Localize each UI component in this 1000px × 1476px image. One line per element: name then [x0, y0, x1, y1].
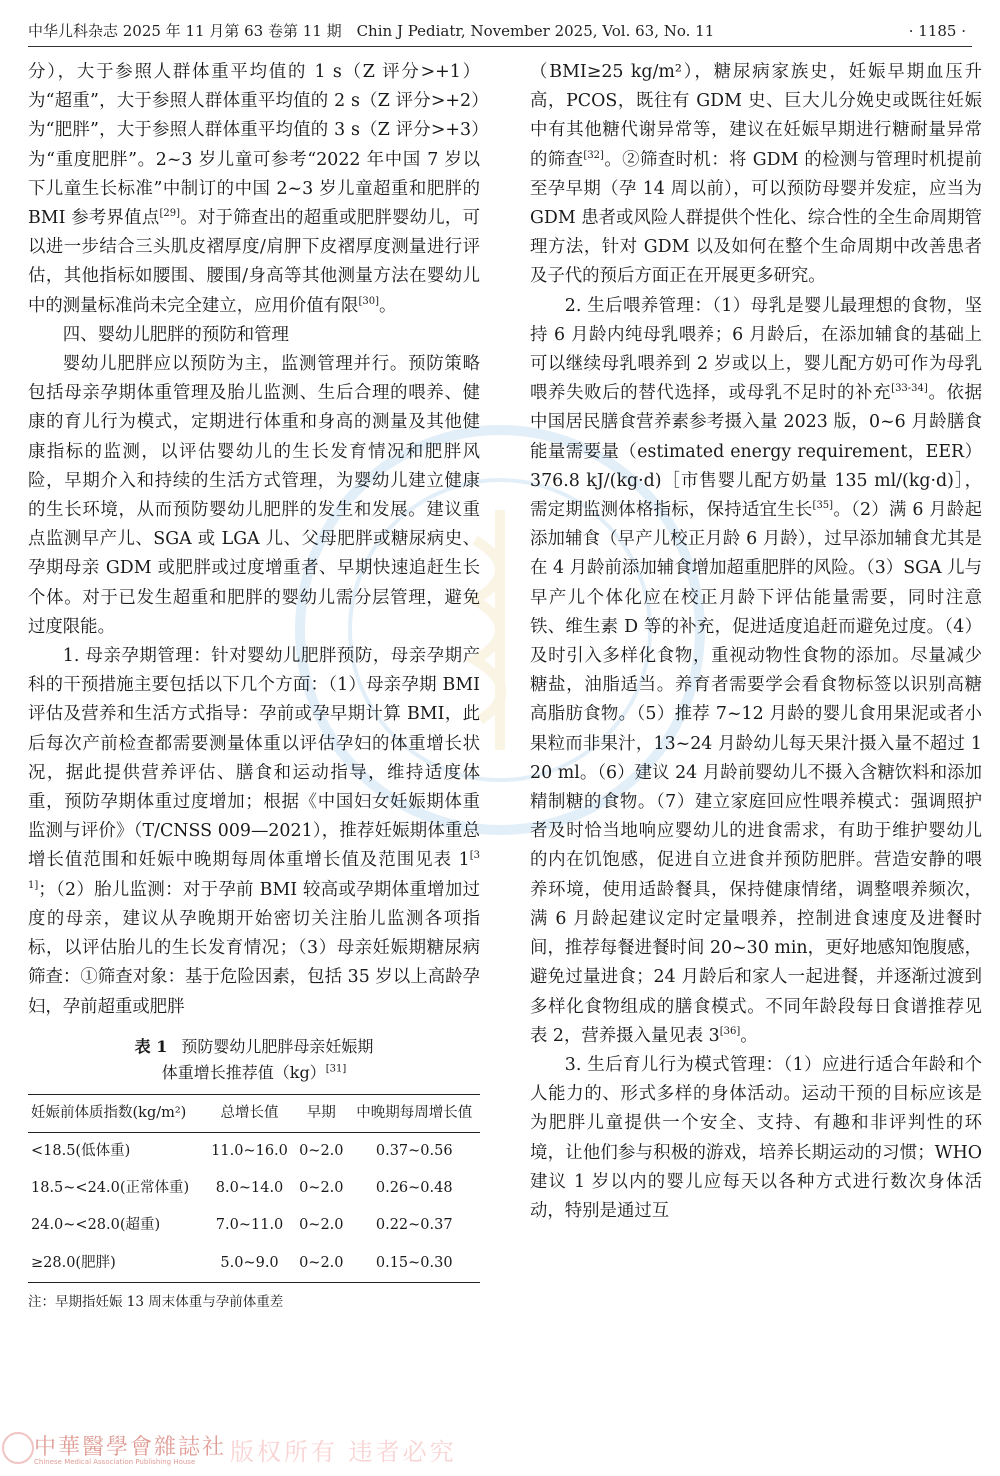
publisher-footer	[0, 1428, 500, 1474]
table-row	[28, 1132, 480, 1170]
column-header: 中晚期每周增长值	[348, 1094, 480, 1132]
publisher-name: 中華醫學會雜誌社	[34, 1435, 227, 1460]
paragraph: 3. 生后育儿行为模式管理：（1）应进行适合年龄和个人能力的、形式多样的身体活动。运动干预的目标应该是为肥胖儿童提供一个安全、支持、有趣和非评判性的环境，让他们参与积极的游戏，培养长期运动的习惯；WHO 建议 1 岁以内的婴儿应每天以各种方式进行数次身体活动，特别是通过互	[530, 1054, 982, 1221]
table-cell: 0~2.0	[299, 1180, 344, 1197]
table-title: 表 1 预防婴幼儿肥胖母亲妊娠期 体重增长推荐值（kg）[31]	[134, 1036, 374, 1082]
table-label: 表 1	[134, 1036, 168, 1056]
citation-ref[interactable]: [30]	[358, 295, 379, 307]
table-cell: 8.0~14.0	[215, 1180, 284, 1197]
paragraph: 分），大于参照人群体重平均值的 1 s（Z 评分>+1）为“超重”，大于参照人群体重平均值的 2 s（Z 评分>+2）为“肥胖”，大于参照人群体重平均值的 3 s（Z 评分>+3）为“重度肥胖”。2~3 岁儿童可参考“2022 年中国 7 岁以下儿童生长标准”中制订的中国 2~3 岁儿童超重和肥胖的 BMI 参考界值点[29]。对于筛查出的超重或肥胖婴幼儿，可以进一步结合三头肌皮褶厚度/肩胛下皮褶厚度测量进行评估，其他指标如腰围、腰围/身高等其他测量方法在婴幼儿中的测量标准尚未完全建立，应用价值有限[30]。	[28, 62, 480, 316]
table-row	[28, 1245, 480, 1283]
page-header	[28, 16, 972, 47]
table-cell: 11.0~16.0	[211, 1142, 288, 1159]
table-cell: 0.22~0.37	[375, 1217, 453, 1234]
table-1	[28, 1034, 480, 1313]
table-cell: 5.0~9.0	[205, 1245, 294, 1283]
table-cell: 0~2.0	[294, 1245, 348, 1283]
table-cell: 0~2.0	[299, 1142, 344, 1159]
table-row	[28, 1170, 480, 1207]
table-row	[28, 1207, 480, 1244]
column-header: 早期	[294, 1094, 348, 1132]
table-cell: 24.0~<28.0(超重)	[31, 1217, 161, 1234]
table-cell: 0.37~0.56	[375, 1142, 453, 1159]
citation-ref[interactable]: [35]	[812, 500, 834, 512]
citation-ref[interactable]: [31]	[28, 850, 480, 891]
right-column	[530, 58, 982, 1226]
paragraph: 婴幼儿肥胖应以预防为主，监测管理并行。预防策略包括母亲孕期体重管理及胎儿监测、生后合理的喂养、健康的育儿行为模式，定期进行体重和身高的测量及其他健康指标的监测，以评估婴幼儿的生长发育情况和肥胖风险，早期介入和持续的生活方式管理，为婴幼儿建立健康的生长环境，从而预防婴幼儿肥胖的发生和发展。建议重点监测早产儿、SGA 或 LGA 儿、父母肥胖或糖尿病史、孕期母亲 GDM 或肥胖或过度增重者、早期快速追赶生长个体。对于已发生超重和肥胖的婴幼儿需分层管理，避免过度限能。	[28, 354, 480, 637]
citation-ref[interactable]: [31]	[325, 1063, 347, 1075]
publisher-logo-icon	[2, 1432, 34, 1464]
table-note: 注：早期指妊娠 13 周末体重与孕前体重差	[28, 1293, 284, 1310]
weight-gain-table	[28, 1094, 480, 1283]
table-cell: 0.26~0.48	[375, 1180, 453, 1197]
copyright-notice: 版权所有 违者必究	[230, 1438, 457, 1466]
journal-citation: 中华儿科杂志 2025 年 11 月第 63 卷第 11 期 Chin J Pediatr, November 2025, Vol. 63, No. 11	[28, 22, 715, 40]
table-cell: 18.5~<24.0(正常体重)	[31, 1180, 190, 1197]
paragraph: 2. 生后喂养管理：（1）母乳是婴儿最理想的食物，坚持 6 月龄内纯母乳喂养；6 月龄后，在添加辅食的基础上可以继续母乳喂养到 2 岁或以上，婴儿配方奶可作为母乳喂养失败后的替代选择，或母乳不足时的补充[33-34]。依据中国居民膳食营养素参考摄入量 2023 版，0~6 月龄膳食能量需要量（estimated energy requirement，EER）376.8 kJ/(kg·d)［市售婴儿配方奶量 135 ml/(kg·d)］，需定期监测体格指标，保持适宜生长[35]。（2）满 6 月龄起添加辅食（早产儿校正月龄 6 月龄），过早添加辅食尤其是在 4 月龄前添加辅食增加超重肥胖的风险。（3）SGA 儿与早产儿个体化应在校正月龄下评估能量需要，同时注意铁、维生素 D 等的补充，促进适度追赶而避免过度。（4）及时引入多样化食物，重视动物性食物的添加。尽量减少糖盐，油脂适当。养育者需要学会看食物标签以识别高糖高脂肪食物。（5）推荐 7~12 月龄的婴儿食用果泥或者小果粒而非果汁，13~24 月龄幼儿每天果汁摄入量不超过 120 ml。（6）建议 24 月龄前婴幼儿不摄入含糖饮料和添加精制糖的食物。（7）建立家庭回应性喂养模式：强调照护者及时恰当地响应婴幼儿的进食需求，有助于维护婴幼儿的内在饥饱感，促进自立进食并预防肥胖。营造安静的喂养环境，使用适龄餐具，保持健康情绪，调整喂养频次，满 6 月龄起建议定时定量喂养，控制进食速度及进餐时间，推荐每餐进餐时间 20~30 min，更好地感知饱腹感，避免过量进食；24 月龄后和家人一起进餐，并逐渐过渡到多样化食物组成的膳食模式。不同年龄段每日食谱推荐见表 2，营养摄入量见表 3[36]。	[530, 295, 982, 1046]
table-cell: <18.5(低体重)	[31, 1142, 131, 1159]
table-cell: 0~2.0	[299, 1217, 344, 1234]
citation-ref[interactable]: [32]	[583, 149, 604, 161]
paragraph: 1. 母亲孕期管理：针对婴幼儿肥胖预防，母亲孕期产科的干预措施主要包括以下几个方面：（1）母亲孕期 BMI 评估及营养和生活方式指导：孕前或孕早期计算 BMI，此后每次产前检查都需要测量体重以评估孕妇的体重增长状况，据此提供营养评估、膳食和运动指导，维持适度体重，预防孕期体重过度增加；根据《中国妇女妊娠期体重监测与评价》（T/CNSS 009—2021），推荐妊娠期体重总增长值范围和妊娠中晚期每周体重增长值及范围见表 1[31]；（2）胎儿监测：对于孕前 BMI 较高或孕期体重增加过度的母亲，建议从孕晚期开始密切关注胎儿监测各项指标，以评估胎儿的生长发育情况；（3）母亲妊娠期糖尿病筛查：①筛查对象：基于危险因素，包括 35 岁以上高龄孕妇，孕前超重或肥胖	[28, 646, 480, 1017]
page-number: · 1185 ·	[908, 22, 966, 40]
publisher-name-en: Chinese Medical Association Publishing House	[34, 1458, 196, 1466]
paragraph: （BMI≥25 kg/m²），糖尿病家族史，妊娠早期血压升高，PCOS，既往有 GDM 史、巨大儿分娩史或既往妊娠中有其他糖代谢异常等，建议在妊娠早期进行糖耐量异常的筛查[32]。②筛查时机：将 GDM 的检测与管理时机提前至孕早期（孕 14 周以前），可以预防母婴并发症，应当为 GDM 患者或风险人群提供个性化、综合性的全生命周期管理方法，针对 GDM 以及如何在整个生命周期中改善患者及子代的预后方面正在开展更多研究。	[530, 62, 982, 287]
table-cell: ≥28.0(肥胖)	[28, 1245, 205, 1283]
table-cell: 7.0~11.0	[215, 1217, 284, 1234]
left-column	[28, 58, 480, 1313]
table-header-row	[28, 1094, 480, 1132]
column-header: 总增长值	[205, 1094, 294, 1132]
column-header: 妊娠前体质指数(kg/m²)	[28, 1094, 205, 1132]
citation-ref[interactable]: [29]	[159, 208, 180, 220]
citation-ref[interactable]: [36]	[719, 1025, 741, 1037]
table-cell: 0.15~0.30	[348, 1245, 480, 1283]
citation-ref[interactable]: [33-34]	[891, 383, 928, 395]
section-heading: 四、婴幼儿肥胖的预防和管理	[62, 324, 289, 345]
